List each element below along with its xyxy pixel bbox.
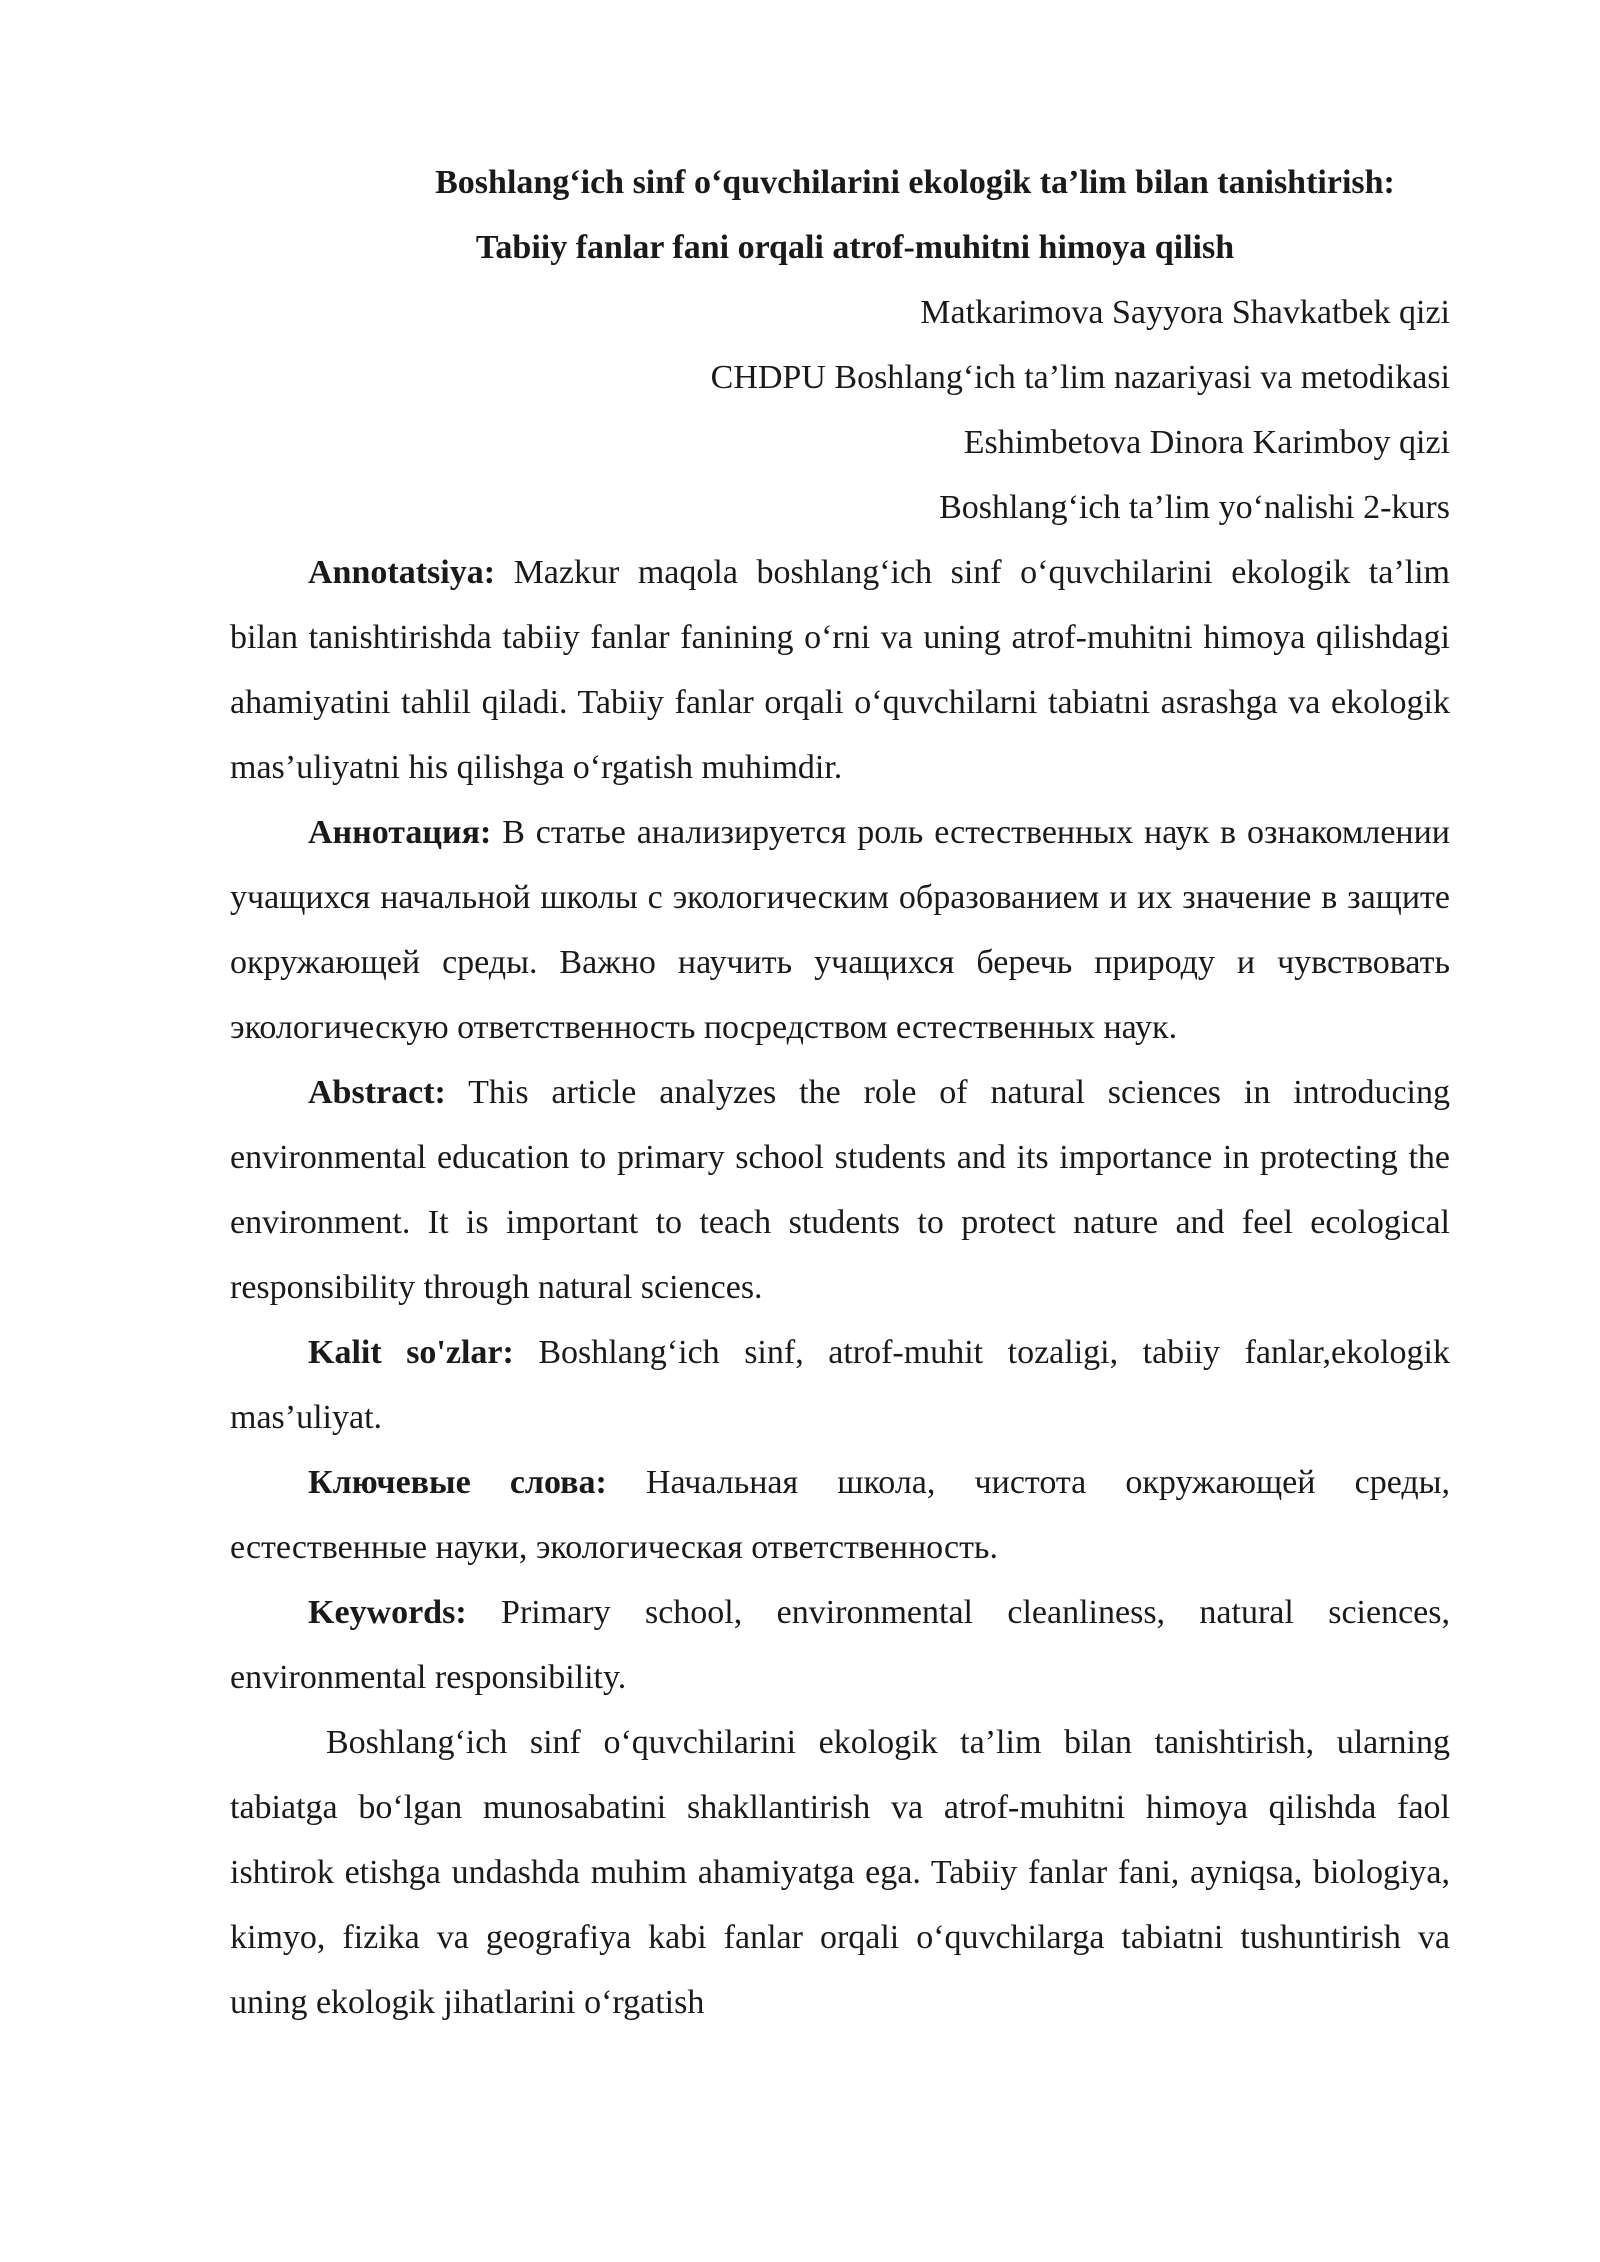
author-name-2: Eshimbetova Dinora Karimboy qizi [963,424,1450,461]
keywords-english-label: Keywords: [308,1594,467,1631]
paper-title [230,150,1450,280]
keywords-russian-text: Начальная школа, чистота окружающей среды, естественные науки, экологическая ответственность. [230,1464,1450,1566]
abstract-russian-label: Аннотация: [308,814,492,851]
title-line-2: Tabiiy fanlar fani orqali atrof-muhitni himoya qilish [475,229,1235,266]
abstract-russian-text: В статье анализируется роль естественных наук в ознакомлении учащихся начальной школы с экологическим образованием и их значение в защите окружающей среды. Важно научить учащихся беречь природу и чувствовать экологическую ответственность посредством естественных наук. [230,814,1450,1046]
author-affiliation-1: CHDPU Boshlang‘ich ta’lim nazariyasi va metodikasi [710,359,1450,396]
keywords-russian [230,1450,1450,1580]
abstract-english-label: Abstract: [308,1074,446,1111]
abstract-russian [230,800,1450,1060]
author-block [230,280,1450,540]
abstract-uzbek-text: Mazkur maqola boshlang‘ich sinf o‘quvchilarini ekologik ta’lim bilan tanishtirishda tabiiy fanlar fanining o‘rni va uning atrof-muhitni himoya qilishdagi ahamiyatini tahlil qiladi. Tabiiy fanlar orqali o‘quvchilarni tabiatni asrashga va ekologik mas’uliyatni his qilishga o‘rgatish muhimdir. [230,554,1450,786]
keywords-uzbek-text: Boshlang‘ich sinf, atrof-muhit tozaligi, tabiiy fanlar,ekologik mas’uliyat. [230,1334,1450,1436]
abstract-english [230,1060,1450,1320]
keywords-uzbek-label: Kalit so'zlar: [308,1334,514,1371]
body-paragraph-1: Boshlang‘ich sinf o‘quvchilarini ekologik ta’lim bilan tanishtirish, ularning tabiatga bo‘lgan munosabatini shakllantirish va atrof-muhitni himoya qilishda faol ishtirok etishga undashda muhim ahamiyatga ega. Tabiiy fanlar fani, ayniqsa, biologiya, kimyo, fizika va geografiya kabi fanlar orqali o‘quvchilarga tabiatni tushuntirish va uning ekologik jihatlarini o‘rgatish [230,1724,1450,2021]
keywords-english [230,1580,1450,1710]
title-line-1: Boshlang‘ich sinf o‘quvchilarini ekologik ta’lim bilan tanishtirish: [435,164,1395,201]
abstract-uzbek [230,540,1450,800]
abstract-english-text: This article analyzes the role of natural sciences in introducing environmental education to primary school students and its importance in protecting the environment. It is important to teach students to protect nature and feel ecological responsibility through natural sciences. [230,1074,1450,1306]
keywords-uzbek [230,1320,1450,1450]
keywords-english-text: Primary school, environmental cleanliness, natural sciences, environmental responsibility. [230,1594,1450,1696]
author-affiliation-2: Boshlang‘ich ta’lim yo‘nalishi 2-kurs [939,489,1450,526]
keywords-russian-label: Ключевые слова: [308,1464,607,1501]
abstract-uzbek-label: Annotatsiya: [308,554,496,591]
document-page [230,150,1450,2035]
author-name-1: Matkarimova Sayyora Shavkatbek qizi [920,294,1450,331]
